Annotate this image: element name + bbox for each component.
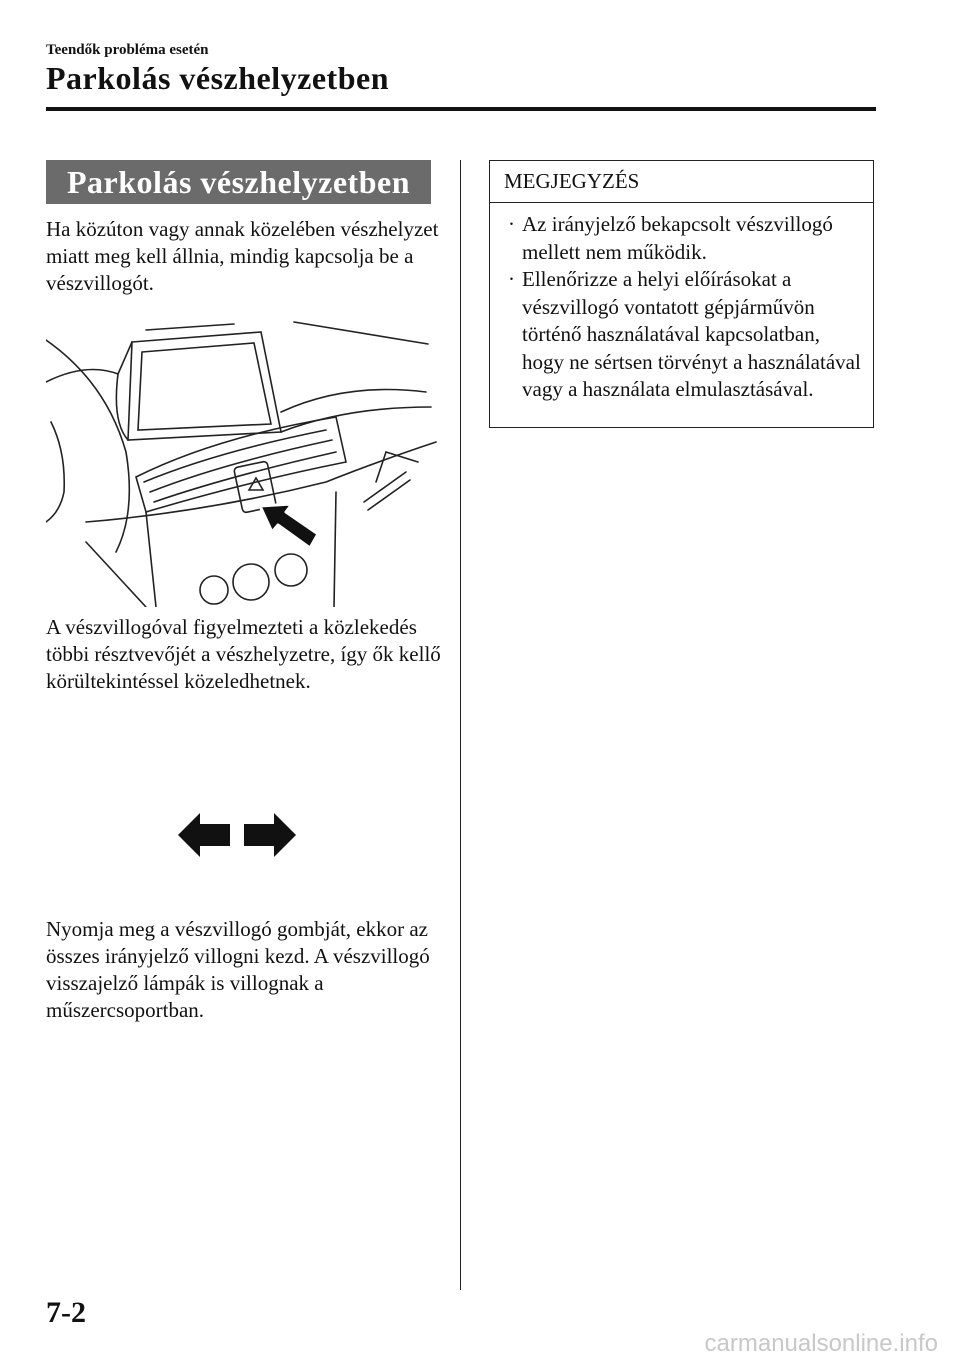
title-rule <box>46 107 876 111</box>
note-box <box>489 160 874 428</box>
note-item <box>508 211 863 266</box>
note-heading: MEGJEGYZÉS <box>490 161 873 203</box>
note-item-text: Az irányjelző bekapcsolt vészvillogó mellett nem működik. <box>522 212 833 264</box>
bullet-icon: · <box>508 267 515 291</box>
chapter-label: Teendők probléma esetén <box>46 42 209 58</box>
intro-paragraph: Ha közúton vagy annak közelében vészhelyzet miatt meg kell állnia, mindig kapcsolja be a vészvillogót. <box>46 217 439 295</box>
section-title: Parkolás vészhelyzetben <box>46 160 431 204</box>
column-divider <box>460 160 461 1290</box>
page-title: Parkolás vészhelyzetben <box>46 60 389 96</box>
turn-signal-arrows-icon <box>178 811 296 859</box>
note-item-text: Ellenőrizze a helyi előírásokat a vészvillogó vontatott gépjárművön történő használatával kapcsolatban, hogy ne sértsen törvényt a használatával vagy a használata elmulasztásával. <box>522 267 861 401</box>
note-item <box>508 266 863 404</box>
dashboard-hazard-illustration <box>46 312 441 607</box>
page-number: 7-2 <box>46 1296 86 1329</box>
watermark: carmanualsonline.info <box>704 1330 938 1357</box>
instruction-paragraph: Nyomja meg a vészvillogó gombját, ekkor az összes irányjelző villogni kezd. A vészvillogó visszajelző lámpák is villognak a műszercsoportban. <box>46 917 430 1022</box>
note-list <box>490 203 873 404</box>
warning-paragraph: A vészvillogóval figyelmezteti a közlekedés többi résztvevőjét a vészhelyzetre, így ők kellő körültekintéssel közeledhetnek. <box>46 615 441 693</box>
bullet-icon: · <box>508 212 515 236</box>
